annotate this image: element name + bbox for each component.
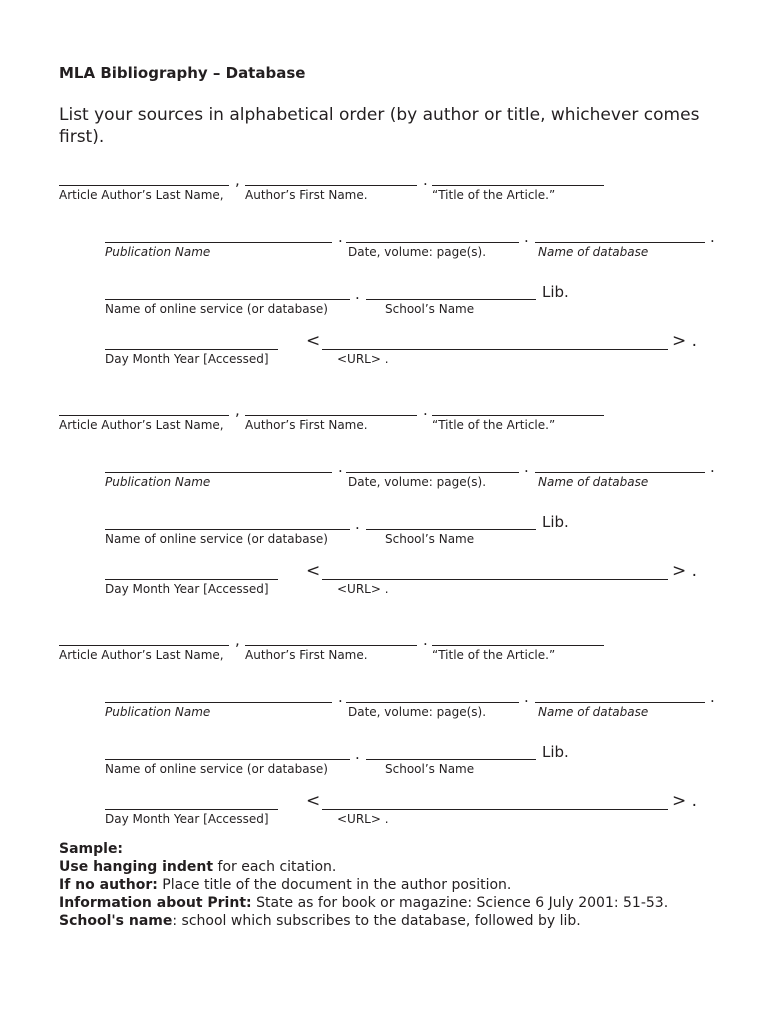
comma-separator: ,: [235, 631, 240, 649]
comma-separator: ,: [235, 171, 240, 189]
url-close-bracket: > .: [672, 331, 698, 351]
last-name-label: Article Author’s Last Name,: [59, 188, 224, 202]
database-blank[interactable]: [535, 472, 705, 473]
last-name-blank[interactable]: [59, 185, 229, 186]
school-label: School’s Name: [385, 532, 475, 546]
database-blank[interactable]: [535, 702, 705, 703]
sample-line-no-author: If no author: Place title of the document in the author position.: [59, 877, 512, 893]
first-name-blank[interactable]: [245, 645, 417, 646]
url-label: <URL> .: [337, 582, 389, 596]
url-open-bracket: <: [306, 561, 321, 581]
period-separator: .: [338, 688, 343, 706]
date-pages-label: Date, volume: page(s).: [348, 705, 487, 719]
first-name-label: Author’s First Name.: [245, 418, 368, 432]
period-separator: .: [338, 458, 343, 476]
period-separator: .: [524, 458, 529, 476]
article-title-blank[interactable]: [432, 185, 604, 186]
database-blank[interactable]: [535, 242, 705, 243]
article-title-blank[interactable]: [432, 645, 604, 646]
database-label: Name of database: [538, 245, 649, 259]
date-pages-label: Date, volume: page(s).: [348, 475, 487, 489]
sample-line-hanging-indent: Use hanging indent for each citation.: [59, 859, 337, 875]
lib-text: Lib.: [542, 513, 569, 531]
online-service-label: Name of online service (or database): [105, 532, 328, 546]
sample-line-school-name: School's name: school which subscribes to the database, followed by lib.: [59, 913, 581, 929]
instructions: List your sources in alphabetical order (by author or title, whichever comes first).: [59, 105, 700, 147]
period-separator: .: [710, 458, 715, 476]
online-service-label: Name of online service (or database): [105, 302, 328, 316]
period-separator: .: [710, 228, 715, 246]
first-name-blank[interactable]: [245, 415, 417, 416]
date-pages-blank[interactable]: [346, 472, 519, 473]
school-label: School’s Name: [385, 302, 475, 316]
school-blank[interactable]: [366, 299, 536, 300]
url-label: <URL> .: [337, 812, 389, 826]
accessed-label: Day Month Year [Accessed]: [105, 352, 269, 366]
publication-label: Publication Name: [105, 705, 211, 719]
accessed-date-blank[interactable]: [105, 579, 278, 580]
lib-text: Lib.: [542, 743, 569, 761]
period-separator: .: [355, 285, 360, 303]
online-service-blank[interactable]: [105, 299, 350, 300]
url-open-bracket: <: [306, 331, 321, 351]
publication-blank[interactable]: [105, 702, 332, 703]
period-separator: .: [355, 745, 360, 763]
lib-text: Lib.: [542, 283, 569, 301]
accessed-label: Day Month Year [Accessed]: [105, 812, 269, 826]
period-separator: .: [423, 171, 428, 189]
article-title-label: “Title of the Article.”: [432, 188, 556, 202]
sample-heading: Sample:: [59, 841, 124, 857]
url-close-bracket: > .: [672, 561, 698, 581]
period-separator: .: [355, 515, 360, 533]
date-pages-blank[interactable]: [346, 702, 519, 703]
period-separator: .: [524, 228, 529, 246]
sample-line-print-info: Information about Print: State as for book or magazine: Science 6 July 2001: 51-53.: [59, 895, 669, 911]
url-blank[interactable]: [322, 579, 668, 580]
url-open-bracket: <: [306, 791, 321, 811]
publication-blank[interactable]: [105, 242, 332, 243]
last-name-label: Article Author’s Last Name,: [59, 418, 224, 432]
date-pages-label: Date, volume: page(s).: [348, 245, 487, 259]
school-label: School’s Name: [385, 762, 475, 776]
period-separator: .: [524, 688, 529, 706]
date-pages-blank[interactable]: [346, 242, 519, 243]
database-label: Name of database: [538, 475, 649, 489]
last-name-blank[interactable]: [59, 645, 229, 646]
period-separator: .: [423, 401, 428, 419]
school-blank[interactable]: [366, 759, 536, 760]
online-service-blank[interactable]: [105, 759, 350, 760]
online-service-blank[interactable]: [105, 529, 350, 530]
first-name-label: Author’s First Name.: [245, 188, 368, 202]
period-separator: .: [423, 631, 428, 649]
database-label: Name of database: [538, 705, 649, 719]
accessed-date-blank[interactable]: [105, 809, 278, 810]
publication-label: Publication Name: [105, 245, 211, 259]
comma-separator: ,: [235, 401, 240, 419]
accessed-date-blank[interactable]: [105, 349, 278, 350]
url-label: <URL> .: [337, 352, 389, 366]
sample-section: [59, 840, 668, 930]
first-name-label: Author’s First Name.: [245, 648, 368, 662]
accessed-label: Day Month Year [Accessed]: [105, 582, 269, 596]
article-title-blank[interactable]: [432, 415, 604, 416]
school-blank[interactable]: [366, 529, 536, 530]
article-title-label: “Title of the Article.”: [432, 418, 556, 432]
publication-blank[interactable]: [105, 472, 332, 473]
period-separator: .: [338, 228, 343, 246]
page-title: MLA Bibliography – Database: [59, 64, 306, 82]
article-title-label: “Title of the Article.”: [432, 648, 556, 662]
first-name-blank[interactable]: [245, 185, 417, 186]
last-name-blank[interactable]: [59, 415, 229, 416]
url-blank[interactable]: [322, 349, 668, 350]
online-service-label: Name of online service (or database): [105, 762, 328, 776]
url-blank[interactable]: [322, 809, 668, 810]
last-name-label: Article Author’s Last Name,: [59, 648, 224, 662]
publication-label: Publication Name: [105, 475, 211, 489]
url-close-bracket: > .: [672, 791, 698, 811]
period-separator: .: [710, 688, 715, 706]
